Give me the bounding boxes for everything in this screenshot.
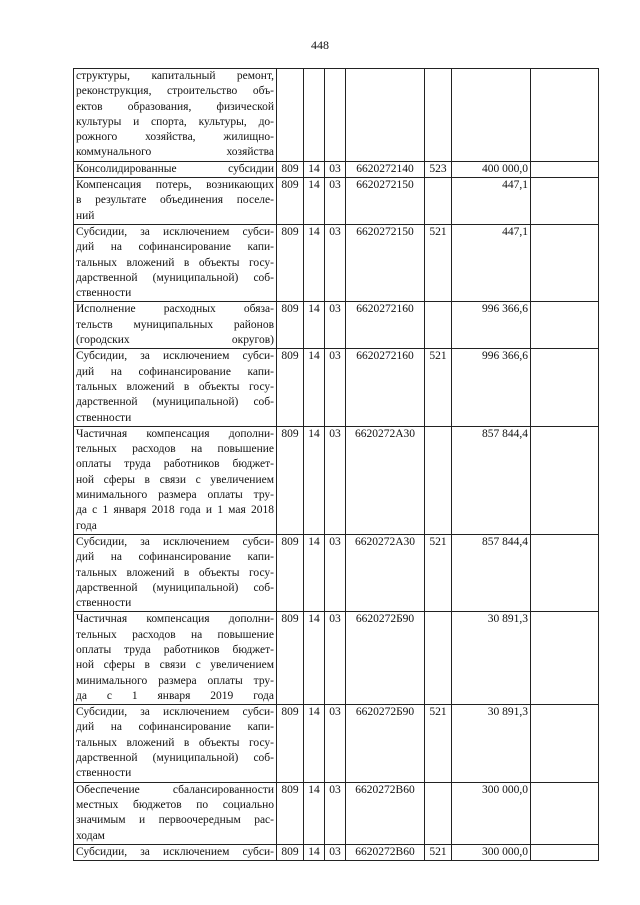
cell-extra (531, 302, 599, 349)
cell-pr: 03 (325, 844, 346, 860)
cell-name: Частичная компенсация дополни- тельных расходов на повышение оплаты труда работников бюджет- ной сферы в связи с увеличением минимального размера оплаты тру- да с 1 января 2018 года и 1 мая 2018 года (74, 426, 277, 534)
cell-ved (277, 69, 304, 162)
cell-pr (325, 69, 346, 162)
cell-name: Субсидии, за исключением субси- дий на софинансирование капи- тальных вложений в объекты госу- дарственной (муниципальной) соб- ственности (74, 705, 277, 782)
cell-pr: 03 (325, 302, 346, 349)
cell-name: Консолидированные субсидии (74, 161, 277, 177)
cell-name: Компенсация потерь, возникающих в результате объединения поселе- ний (74, 178, 277, 225)
cell-extra (531, 782, 599, 844)
cell-ved: 809 (277, 302, 304, 349)
cell-extra (531, 426, 599, 534)
cell-vr: 521 (425, 224, 452, 301)
cell-sum: 300 000,0 (452, 782, 531, 844)
cell-sum: 857 844,4 (452, 534, 531, 611)
table-row (74, 426, 599, 534)
cell-pr: 03 (325, 782, 346, 844)
cell-csr: 6620272Б90 (346, 705, 425, 782)
cell-csr: 6620272160 (346, 349, 425, 426)
cell-name: Субсидии, за исключением субси- дий на софинансирование капи- тальных вложений в объекты госу- дарственной (муниципальной) соб- ственности (74, 224, 277, 301)
cell-sum: 300 000,0 (452, 844, 531, 860)
table-row (74, 782, 599, 844)
cell-ved: 809 (277, 178, 304, 225)
cell-sum: 30 891,3 (452, 705, 531, 782)
page-number: 448 (311, 38, 329, 52)
cell-name: Обеспечение сбалансированности местных бюджетов по социально значимым и первоочередным рас- ходам (74, 782, 277, 844)
cell-ved: 809 (277, 349, 304, 426)
cell-vr (425, 69, 452, 162)
cell-rz: 14 (304, 349, 325, 426)
budget-table-body (74, 69, 599, 861)
cell-rz: 14 (304, 612, 325, 705)
cell-rz: 14 (304, 426, 325, 534)
cell-rz: 14 (304, 844, 325, 860)
cell-vr: 521 (425, 534, 452, 611)
cell-rz (304, 69, 325, 162)
cell-name: структуры, капитальный ремонт, реконструкция, строительство объ- ектов образования, физической культуры и спорта, культуры, до- рожного хозяйства, жилищно- коммунального хозяйства (74, 69, 277, 162)
cell-sum: 857 844,4 (452, 426, 531, 534)
cell-rz: 14 (304, 161, 325, 177)
cell-name: Субсидии, за исключением субси- (74, 844, 277, 860)
cell-rz: 14 (304, 705, 325, 782)
cell-rz: 14 (304, 782, 325, 844)
cell-vr (425, 426, 452, 534)
table-row (74, 534, 599, 611)
cell-csr: 6620272140 (346, 161, 425, 177)
cell-pr: 03 (325, 534, 346, 611)
cell-vr (425, 782, 452, 844)
cell-csr: 6620272160 (346, 302, 425, 349)
table-row (74, 349, 599, 426)
cell-pr: 03 (325, 612, 346, 705)
cell-sum (452, 69, 531, 162)
cell-extra (531, 844, 599, 860)
cell-csr: 6620272В60 (346, 782, 425, 844)
cell-pr: 03 (325, 705, 346, 782)
cell-extra (531, 534, 599, 611)
cell-extra (531, 705, 599, 782)
cell-pr: 03 (325, 349, 346, 426)
cell-ved: 809 (277, 844, 304, 860)
cell-ved: 809 (277, 705, 304, 782)
table-row (74, 224, 599, 301)
cell-extra (531, 178, 599, 225)
cell-sum: 447,1 (452, 224, 531, 301)
cell-extra (531, 612, 599, 705)
cell-ved: 809 (277, 534, 304, 611)
cell-sum: 996 366,6 (452, 349, 531, 426)
cell-name: Субсидии, за исключением субси- дий на софинансирование капи- тальных вложений в объекты госу- дарственной (муниципальной) соб- ственности (74, 534, 277, 611)
cell-extra (531, 69, 599, 162)
cell-csr: 6620272150 (346, 224, 425, 301)
cell-extra (531, 349, 599, 426)
table-row (74, 844, 599, 860)
cell-vr: 521 (425, 844, 452, 860)
cell-rz: 14 (304, 534, 325, 611)
cell-sum: 30 891,3 (452, 612, 531, 705)
cell-ved: 809 (277, 612, 304, 705)
cell-rz: 14 (304, 224, 325, 301)
cell-vr (425, 302, 452, 349)
cell-csr: 6620272150 (346, 178, 425, 225)
cell-csr: 6620272А30 (346, 426, 425, 534)
cell-extra (531, 224, 599, 301)
cell-name: Субсидии, за исключением субси- дий на софинансирование капи- тальных вложений в объекты госу- дарственной (муниципальной) соб- ственности (74, 349, 277, 426)
table-row (74, 705, 599, 782)
table-row (74, 161, 599, 177)
cell-csr: 6620272Б90 (346, 612, 425, 705)
cell-ved: 809 (277, 224, 304, 301)
cell-ved: 809 (277, 161, 304, 177)
cell-pr: 03 (325, 426, 346, 534)
cell-pr: 03 (325, 178, 346, 225)
table-row (74, 302, 599, 349)
cell-sum: 447,1 (452, 178, 531, 225)
cell-rz: 14 (304, 178, 325, 225)
budget-table (73, 68, 599, 861)
cell-vr (425, 178, 452, 225)
cell-ved: 809 (277, 782, 304, 844)
cell-vr (425, 612, 452, 705)
cell-rz: 14 (304, 302, 325, 349)
cell-vr: 523 (425, 161, 452, 177)
cell-ved: 809 (277, 426, 304, 534)
cell-vr: 521 (425, 349, 452, 426)
cell-name: Частичная компенсация дополни- тельных расходов на повышение оплаты труда работников бюджет- ной сферы в связи с увеличением минимального размера оплаты тру- да с 1 января 2019 года (74, 612, 277, 705)
cell-csr: 6620272В60 (346, 844, 425, 860)
cell-csr (346, 69, 425, 162)
cell-sum: 400 000,0 (452, 161, 531, 177)
cell-csr: 6620272А30 (346, 534, 425, 611)
cell-name: Исполнение расходных обяза- тельств муниципальных районов (городских округов) (74, 302, 277, 349)
cell-pr: 03 (325, 161, 346, 177)
table-row (74, 178, 599, 225)
cell-extra (531, 161, 599, 177)
cell-pr: 03 (325, 224, 346, 301)
cell-sum: 996 366,6 (452, 302, 531, 349)
cell-vr: 521 (425, 705, 452, 782)
table-row (74, 612, 599, 705)
table-row (74, 69, 599, 162)
